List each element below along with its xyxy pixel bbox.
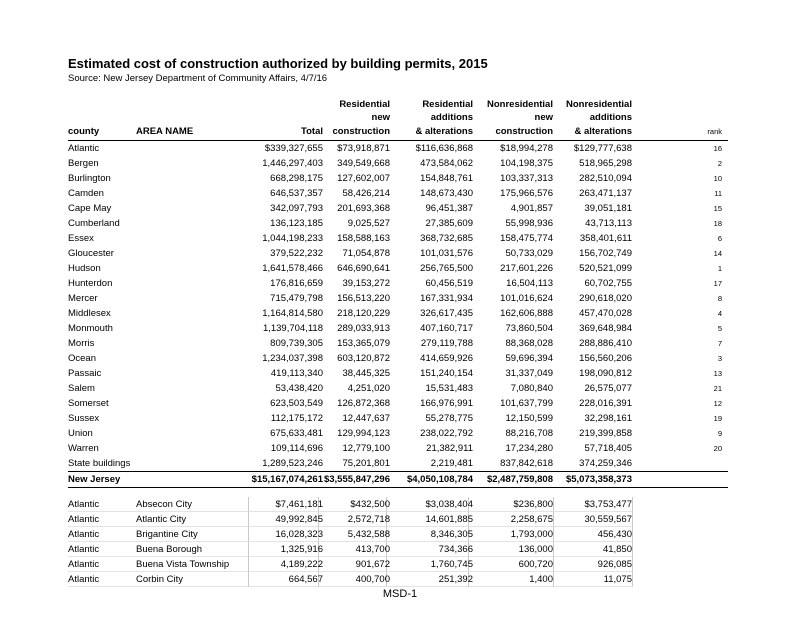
cell-nonresidential-new: 103,337,313 (500, 173, 553, 184)
table-row (68, 441, 728, 456)
cell-total: 675,633,481 (270, 428, 323, 439)
table-row (68, 527, 728, 542)
cell-county: Atlantic (68, 143, 100, 154)
cell-nonresidential-additions: 369,648,984 (579, 323, 632, 334)
cell-rank: 2 (717, 159, 722, 168)
cell-residential-additions: 407,160,717 (420, 323, 473, 334)
table-row (68, 171, 728, 186)
cell-residential-additions: 238,022,792 (420, 428, 473, 439)
cell-residential-additions: 55,278,775 (425, 413, 473, 424)
cell-residential-new: $73,918,871 (337, 143, 390, 154)
table-row (68, 557, 728, 572)
table-row (68, 572, 728, 587)
municipality-rows (68, 497, 728, 587)
cell-total: 809,739,305 (270, 338, 323, 349)
table-row (68, 381, 728, 396)
cell-nonresidential-new: 16,504,113 (506, 278, 553, 289)
header-rank: rank (707, 126, 722, 136)
cell-total: 342,097,793 (270, 203, 323, 214)
cell-rank: 9 (717, 429, 722, 438)
cell-nonresidential-new: 1,793,000 (510, 529, 553, 540)
cell-county: State buildings (68, 458, 131, 469)
cell-area-name: Absecon City (136, 499, 192, 510)
cell-rank: 4 (717, 309, 722, 318)
cell-nonresidential-new: 31,337,049 (505, 368, 553, 379)
cell-nonresidential-additions: 32,298,161 (584, 413, 632, 424)
cell-residential-new: 75,201,801 (342, 458, 390, 469)
cell-residential-new: 413,700 (355, 544, 390, 555)
cell-rank: 14 (713, 249, 722, 258)
state-total-row (68, 471, 728, 487)
cell-total: 49,992,845 (275, 514, 323, 525)
cell-nonresidential-new: 12,150,599 (505, 413, 553, 424)
cell-residential-new: 4,251,020 (347, 383, 390, 394)
cell-residential-new: 901,672 (355, 559, 390, 570)
cell-rank: 8 (717, 294, 722, 303)
cell-total: 53,438,420 (275, 383, 323, 394)
header-nonresidential-additions: Nonresidential additions & alterations (566, 98, 632, 137)
cell-nonresidential-new: 7,080,840 (510, 383, 553, 394)
table-row (68, 141, 728, 156)
cell-nonresidential-new: $236,800 (513, 499, 553, 510)
cell-total: 176,816,659 (270, 278, 323, 289)
cell-rank: 20 (713, 444, 722, 453)
cell-nonresidential-additions: 57,718,405 (584, 443, 632, 454)
cell-rank: 1 (717, 264, 722, 273)
cell-nonresidential-additions: 457,470,028 (579, 308, 632, 319)
cell-rank: 12 (713, 399, 722, 408)
cell-rank: 11 (714, 189, 722, 198)
cell-residential-new: 71,054,878 (342, 248, 390, 259)
state-total-res-add: $4,050,108,784 (406, 474, 473, 485)
cell-rank: 21 (713, 384, 722, 393)
cell-residential-additions: 473,584,062 (420, 158, 473, 169)
cell-residential-additions: 60,456,519 (425, 278, 473, 289)
cell-area-name: Buena Vista Township (136, 559, 230, 570)
cell-county: Camden (68, 188, 104, 199)
cell-residential-new: 2,572,718 (347, 514, 390, 525)
cell-nonresidential-new: 4,901,857 (510, 203, 553, 214)
cell-residential-additions: 2,219,481 (430, 458, 473, 469)
cell-nonresidential-additions: 520,521,099 (579, 263, 632, 274)
cell-residential-new: 218,120,229 (337, 308, 390, 319)
cell-nonresidential-new: 50,733,029 (505, 248, 553, 259)
cell-nonresidential-new: 162,606,888 (500, 308, 553, 319)
cell-total: 16,028,323 (275, 529, 323, 540)
cell-residential-new: $432,500 (350, 499, 390, 510)
cell-nonresidential-additions: 43,713,113 (585, 218, 632, 229)
cell-residential-additions: $3,038,404 (425, 499, 473, 510)
cell-nonresidential-new: 101,016,624 (500, 293, 553, 304)
cell-nonresidential-new: 837,842,618 (500, 458, 553, 469)
cell-county: Morris (68, 338, 95, 349)
cell-total: 664,567 (288, 574, 323, 585)
cell-nonresidential-new: 1,400 (529, 574, 553, 585)
table-row (68, 321, 728, 336)
cell-residential-additions: 251,392 (438, 574, 473, 585)
cell-nonresidential-new: 17,234,280 (505, 443, 553, 454)
cell-residential-additions: 101,031,576 (420, 248, 473, 259)
cell-total: 136,123,185 (270, 218, 323, 229)
table-row (68, 246, 728, 261)
cell-nonresidential-additions: 11,075 (603, 574, 632, 585)
cell-total: 1,446,297,403 (262, 158, 323, 169)
cell-nonresidential-new: 2,258,675 (510, 514, 553, 525)
table-row (68, 336, 728, 351)
cell-residential-additions: 1,760,745 (430, 559, 473, 570)
cell-nonresidential-new: 175,966,576 (500, 188, 553, 199)
header-residential-new: Residential new construction (332, 98, 390, 137)
cell-nonresidential-additions: 219,399,858 (579, 428, 632, 439)
cell-residential-new: 5,432,588 (347, 529, 390, 540)
cell-county: Sussex (68, 413, 100, 424)
table-row (68, 396, 728, 411)
cell-total: 419,113,340 (270, 368, 323, 379)
cell-residential-additions: 8,346,305 (430, 529, 473, 540)
cell-total: 646,537,357 (270, 188, 323, 199)
cell-residential-additions: 148,673,430 (420, 188, 473, 199)
cell-total: 109,114,696 (270, 443, 323, 454)
cell-residential-new: 39,153,272 (342, 278, 390, 289)
cell-rank: 16 (713, 144, 722, 153)
cell-nonresidential-additions: 39,051,181 (584, 203, 632, 214)
cell-residential-additions: 279,119,788 (420, 338, 473, 349)
header-residential-additions: Residential additions & alterations (415, 98, 473, 137)
cell-residential-new: 153,365,079 (337, 338, 390, 349)
cell-residential-additions: 326,617,435 (420, 308, 473, 319)
cell-residential-additions: 414,659,926 (420, 353, 473, 364)
cell-residential-new: 400,700 (355, 574, 390, 585)
cell-rank: 6 (717, 234, 722, 243)
cell-county: Somerset (68, 398, 109, 409)
table-row (68, 411, 728, 426)
cell-nonresidential-additions: 30,559,567 (584, 514, 632, 525)
cell-rank: 7 (717, 339, 722, 348)
cell-area-name: Buena Borough (136, 544, 203, 555)
cell-county: Middlesex (68, 308, 111, 319)
cell-residential-additions: 21,382,911 (426, 443, 473, 454)
cell-nonresidential-additions: 374,259,346 (579, 458, 632, 469)
header-total: Total (301, 125, 323, 137)
cell-county: Atlantic (68, 499, 100, 510)
state-total-non-new: $2,487,759,808 (486, 474, 553, 485)
cell-residential-new: 646,690,641 (337, 263, 390, 274)
section-divider (68, 487, 728, 497)
cell-county: Passaic (68, 368, 102, 379)
cell-county: Mercer (68, 293, 98, 304)
cell-residential-new: 201,693,368 (337, 203, 390, 214)
cell-residential-new: 129,994,123 (337, 428, 390, 439)
cell-residential-new: 9,025,527 (347, 218, 390, 229)
cell-residential-new: 156,513,220 (337, 293, 390, 304)
cell-nonresidential-additions: 156,560,206 (579, 353, 632, 364)
table-row (68, 156, 728, 171)
cell-rank: 3 (717, 354, 722, 363)
cell-nonresidential-new: 88,216,708 (505, 428, 553, 439)
cell-total: 112,175,172 (270, 413, 323, 424)
source-note: Source: New Jersey Department of Community Affairs, 4/7/16 (68, 73, 328, 84)
cell-nonresidential-additions: 290,618,020 (579, 293, 632, 304)
cell-residential-additions: 154,848,761 (420, 173, 473, 184)
cell-nonresidential-additions: 518,965,298 (579, 158, 632, 169)
cell-county: Atlantic (68, 559, 100, 570)
cell-residential-new: 603,120,872 (337, 353, 390, 364)
cell-residential-new: 158,588,163 (337, 233, 390, 244)
cell-nonresidential-new: 104,198,375 (500, 158, 553, 169)
cell-total: 623,503,549 (270, 398, 323, 409)
cell-nonresidential-additions: 41,850 (602, 544, 632, 555)
table-row (68, 231, 728, 246)
cell-county: Hunterdon (68, 278, 113, 289)
cell-county: Union (68, 428, 93, 439)
state-total-res-new: $3,555,847,296 (323, 474, 390, 485)
cell-nonresidential-new: 55,998,936 (505, 218, 553, 229)
header-area-name: AREA NAME (136, 125, 194, 137)
cell-rank: 17 (713, 279, 722, 288)
header-county: county (68, 125, 100, 137)
cell-nonresidential-additions: $3,753,477 (584, 499, 632, 510)
permits-table (68, 98, 728, 587)
cell-residential-new: 349,549,668 (337, 158, 390, 169)
cell-residential-new: 127,602,007 (337, 173, 390, 184)
cell-county: Atlantic (68, 574, 100, 585)
cell-nonresidential-new: 158,475,774 (500, 233, 553, 244)
cell-total: 715,479,798 (270, 293, 323, 304)
cell-county: Burlington (68, 173, 111, 184)
table-row (68, 351, 728, 366)
cell-nonresidential-additions: 26,575,077 (584, 383, 632, 394)
cell-rank: 10 (713, 174, 722, 183)
cell-nonresidential-additions: 456,430 (597, 529, 632, 540)
cell-total: 1,289,523,246 (262, 458, 323, 469)
page-footer: MSD-1 (382, 588, 418, 600)
cell-nonresidential-new: 88,368,028 (505, 338, 553, 349)
county-rows (68, 141, 728, 471)
cell-residential-new: 12,779,100 (342, 443, 390, 454)
cell-county: Hudson (68, 263, 101, 274)
cell-county: Warren (68, 443, 99, 454)
cell-county: Monmouth (68, 323, 113, 334)
cell-residential-new: 38,445,325 (342, 368, 390, 379)
state-total-label: New Jersey (68, 474, 121, 485)
cell-residential-additions: $116,636,868 (415, 143, 473, 154)
table-row (68, 497, 728, 512)
cell-residential-additions: 734,366 (438, 544, 473, 555)
cell-total: 1,641,578,466 (262, 263, 323, 274)
cell-nonresidential-additions: 263,471,137 (579, 188, 632, 199)
cell-residential-additions: 15,531,483 (425, 383, 473, 394)
cell-nonresidential-additions: 288,886,410 (579, 338, 632, 349)
cell-total: 4,189,222 (280, 559, 323, 570)
cell-nonresidential-additions: 358,401,611 (579, 233, 632, 244)
cell-rank: 19 (713, 414, 722, 423)
table-row (68, 512, 728, 527)
table-row (68, 291, 728, 306)
cell-total: 1,164,814,580 (262, 308, 323, 319)
cell-area-name: Corbin City (136, 574, 183, 585)
cell-nonresidential-new: 101,637,799 (500, 398, 553, 409)
cell-county: Ocean (68, 353, 96, 364)
table-header (68, 98, 728, 141)
cell-rank: 5 (717, 324, 722, 333)
cell-rank: 18 (713, 219, 722, 228)
cell-total: 379,522,232 (270, 248, 323, 259)
cell-nonresidential-new: 59,696,394 (505, 353, 553, 364)
cell-nonresidential-additions: $129,777,638 (573, 143, 632, 154)
cell-county: Atlantic (68, 529, 100, 540)
cell-nonresidential-additions: 926,085 (597, 559, 632, 570)
cell-area-name: Brigantine City (136, 529, 198, 540)
cell-total: $7,461,181 (275, 499, 323, 510)
cell-county: Cape May (68, 203, 112, 214)
cell-residential-additions: 151,240,154 (420, 368, 473, 379)
table-row (68, 276, 728, 291)
table-row (68, 456, 728, 471)
cell-residential-additions: 368,732,685 (420, 233, 473, 244)
table-row (68, 201, 728, 216)
cell-nonresidential-additions: 60,702,755 (584, 278, 632, 289)
table-row (68, 366, 728, 381)
cell-residential-new: 126,872,368 (337, 398, 390, 409)
cell-residential-new: 12,447,637 (342, 413, 390, 424)
cell-rank: 13 (713, 369, 722, 378)
cell-residential-additions: 167,331,934 (420, 293, 473, 304)
cell-county: Essex (68, 233, 94, 244)
header-nonresidential-new: Nonresidential new construction (487, 98, 553, 137)
cell-nonresidential-new: 73,860,504 (505, 323, 553, 334)
cell-county: Salem (68, 383, 95, 394)
cell-total: 1,139,704,118 (262, 323, 323, 334)
cell-total: 1,325,916 (280, 544, 323, 555)
cell-nonresidential-additions: 198,090,812 (579, 368, 632, 379)
cell-residential-additions: 166,976,991 (420, 398, 473, 409)
table-row (68, 306, 728, 321)
cell-nonresidential-new: 600,720 (518, 559, 553, 570)
cell-residential-additions: 256,765,500 (420, 263, 473, 274)
cell-nonresidential-new: 136,000 (518, 544, 553, 555)
cell-total: 668,298,175 (270, 173, 323, 184)
cell-residential-additions: 27,385,609 (425, 218, 473, 229)
cell-total: 1,044,198,233 (262, 233, 323, 244)
cell-county: Gloucester (68, 248, 114, 259)
cell-nonresidential-additions: 228,016,391 (579, 398, 632, 409)
cell-residential-new: 289,033,913 (337, 323, 390, 334)
cell-county: Bergen (68, 158, 99, 169)
report-title: Estimated cost of construction authorized by building permits, 2015 (68, 56, 488, 71)
table-row (68, 261, 728, 276)
cell-nonresidential-additions: 156,702,749 (579, 248, 632, 259)
table-row (68, 542, 728, 557)
cell-nonresidential-new: 217,601,226 (500, 263, 553, 274)
table-row (68, 216, 728, 231)
cell-rank: 15 (713, 204, 722, 213)
cell-total: 1,234,037,398 (262, 353, 323, 364)
table-row (68, 426, 728, 441)
cell-residential-additions: 14,601,885 (425, 514, 473, 525)
table-row (68, 186, 728, 201)
cell-nonresidential-additions: 282,510,094 (579, 173, 632, 184)
cell-residential-additions: 96,451,387 (425, 203, 473, 214)
state-total-total: $15,167,074,261 (251, 474, 323, 485)
cell-total: $339,327,655 (264, 143, 323, 154)
cell-area-name: Atlantic City (136, 514, 187, 525)
cell-county: Cumberland (68, 218, 120, 229)
cell-nonresidential-new: $18,994,278 (500, 143, 553, 154)
cell-residential-new: 58,426,214 (342, 188, 390, 199)
cell-county: Atlantic (68, 544, 100, 555)
state-total-non-add: $5,073,358,373 (565, 474, 632, 485)
cell-county: Atlantic (68, 514, 100, 525)
